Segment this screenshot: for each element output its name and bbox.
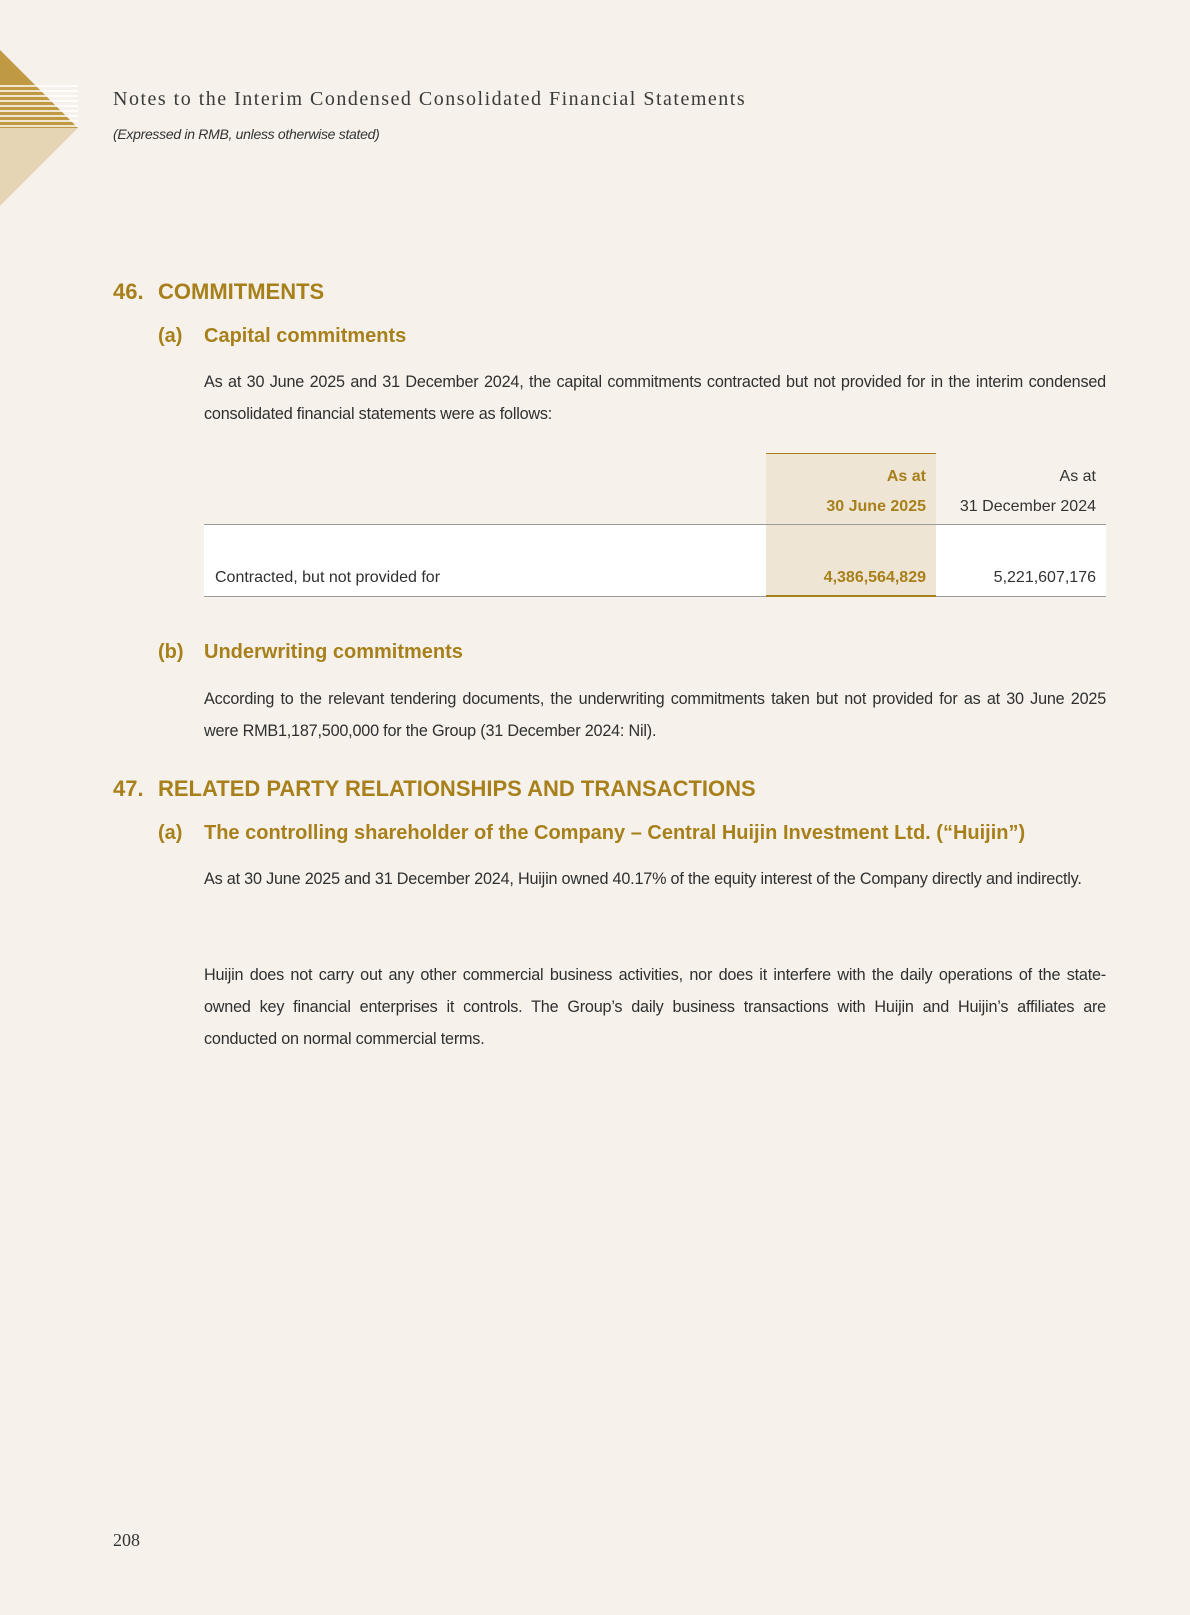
col-header-current-line2: 30 June 2025 [826,498,926,515]
table-top-rule [766,453,936,454]
section-47-number: 47. [113,776,144,801]
huijin-ownership-paragraph: As at 30 June 2025 and 31 December 2024, Huijin owned 40.17% of the equity interest of the Company directly and indirectly. [204,870,1082,888]
col-header-prior-line2: 31 December 2024 [959,498,1096,515]
section-46b-label: (b) [158,641,184,663]
row-value-current: 4,386,564,829 [823,569,926,586]
section-46a-title: Capital commitments [204,325,407,347]
section-47a-title: The controlling shareholder of the Company – Central Huijin Investment Ltd. (“Huijin”) [204,822,1026,844]
capital-commitments-paragraph: As at 30 June 2025 and 31 December 2024, the capital commitments contracted but not provided for in the interim condensed consolidated financial statements were as follows: [204,373,1106,423]
row-value-prior: 5,221,607,176 [993,569,1096,586]
underwriting-commitments-paragraph: According to the relevant tendering documents, the underwriting commitments taken but not provided for as at 30 June 2025 were RMB1,187,500,000 for the Group (31 December 2024: Nil). [204,690,1106,740]
running-subtitle: (Expressed in RMB, unless otherwise stated) [113,126,380,142]
capital-commitments-table [204,453,1106,597]
section-47-title: RELATED PARTY RELATIONSHIPS AND TRANSACTIONS [158,776,756,801]
col-header-prior-line1: As at [1059,468,1096,485]
running-title: Notes to the Interim Condensed Consolidated Financial Statements [113,88,747,110]
row-label: Contracted, but not provided for [215,569,441,586]
section-46-title: COMMITMENTS [158,279,325,304]
section-47-heading [113,776,756,802]
table-header-rule [204,524,1106,525]
corner-decoration [0,50,80,212]
col-header-current-line1: As at [886,468,926,485]
table-bottom-rule [204,596,1106,597]
section-46-number: 46. [113,279,144,304]
section-46-heading [113,279,324,305]
section-47a-label: (a) [158,822,183,844]
section-46a-heading [158,325,406,348]
table-bottom-rule-current [766,595,936,597]
huijin-activities-paragraph: Huijin does not carry out any other commercial business activities, nor does it interfere with the daily operations of the state-owned key financial enterprises it controls. The Group’s daily business transactions with Huijin and Huijin’s affiliates are conducted on normal commercial terms. [204,966,1106,1048]
section-46a-label: (a) [158,325,183,347]
section-46b-heading [158,641,463,664]
section-46b-title: Underwriting commitments [204,641,463,663]
page-number: 208 [113,1530,140,1550]
section-47a-heading [158,822,1025,845]
